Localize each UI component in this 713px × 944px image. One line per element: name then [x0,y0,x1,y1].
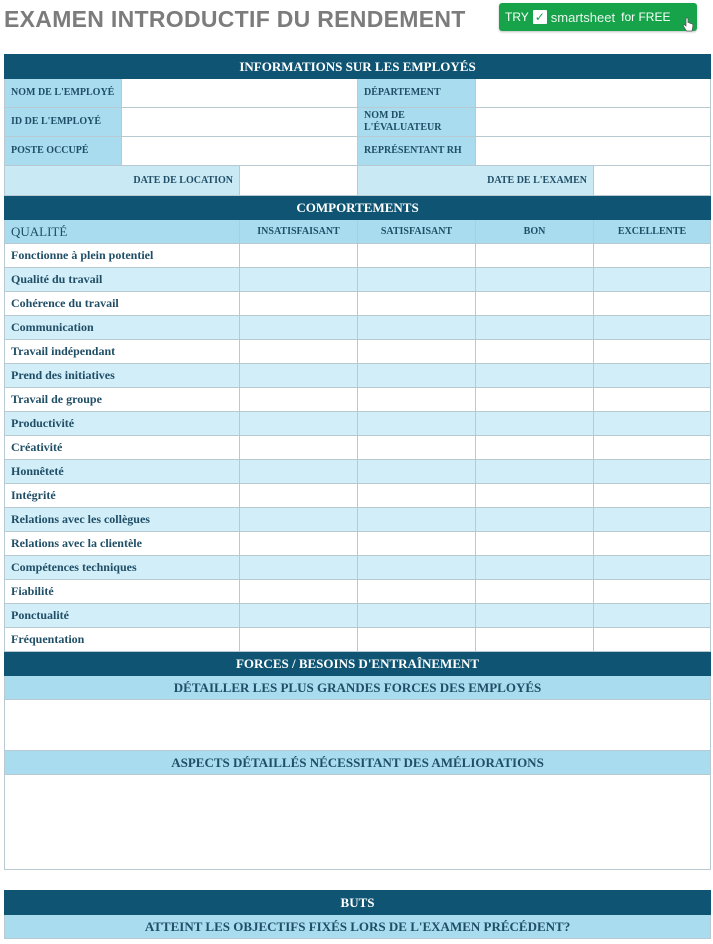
hire-date-field[interactable] [240,166,358,196]
quality-label: Créativité [5,436,240,460]
quality-row [5,268,711,292]
rating-cell-good[interactable] [476,268,594,292]
rating-cell-excellent[interactable] [594,604,711,628]
rating-cell-satisfactory[interactable] [358,460,476,484]
rating-header-satisfactory: SATISFAISANT [358,220,476,244]
rating-cell-excellent[interactable] [594,532,711,556]
quality-row [5,412,711,436]
rating-cell-good[interactable] [476,340,594,364]
rating-header-unsatisfactory: INSATISFAISANT [240,220,358,244]
rating-cell-excellent[interactable] [594,388,711,412]
rating-cell-satisfactory[interactable] [358,340,476,364]
quality-label: Prend des initiatives [5,364,240,388]
rating-cell-unsatisfactory[interactable] [240,556,358,580]
rating-cell-good[interactable] [476,460,594,484]
quality-row [5,556,711,580]
strengths-header: FORCES / BESOINS D'ENTRAÎNEMENT [5,652,711,676]
position-label: POSTE OCCUPÉ [5,137,122,166]
quality-label: Cohérence du travail [5,292,240,316]
checkmark-icon: ✓ [534,10,545,24]
try-label: TRY [505,10,529,24]
rating-cell-satisfactory[interactable] [358,436,476,460]
quality-row [5,628,711,652]
quality-row [5,484,711,508]
improvements-header: ASPECTS DÉTAILLÉS NÉCESSITANT DES AMÉLIORATIONS [5,751,711,775]
quality-rating-rows [5,244,711,652]
rating-header-excellent: EXCELLENTE [594,220,711,244]
greatest-strengths-header: DÉTAILLER LES PLUS GRANDES FORCES DES EMPLOYÉS [5,676,711,700]
rating-cell-good[interactable] [476,532,594,556]
rating-cell-good[interactable] [476,628,594,652]
rating-cell-good[interactable] [476,244,594,268]
department-field[interactable] [476,79,711,108]
rating-cell-satisfactory[interactable] [358,532,476,556]
rating-cell-excellent[interactable] [594,364,711,388]
rating-cell-good[interactable] [476,316,594,340]
rating-cell-unsatisfactory[interactable] [240,364,358,388]
greatest-strengths-field[interactable] [5,700,711,751]
rating-cell-excellent[interactable] [594,508,711,532]
goals-header: BUTS [5,891,711,915]
rating-cell-unsatisfactory[interactable] [240,316,358,340]
rating-cell-good[interactable] [476,364,594,388]
rating-cell-excellent[interactable] [594,244,711,268]
rating-cell-excellent[interactable] [594,460,711,484]
review-date-label: DATE DE L'EXAMEN [358,166,594,196]
rating-cell-satisfactory[interactable] [358,628,476,652]
quality-row [5,244,711,268]
quality-label: Travail de groupe [5,388,240,412]
position-field[interactable] [122,137,358,166]
rating-cell-satisfactory[interactable] [358,388,476,412]
rating-cell-unsatisfactory[interactable] [240,292,358,316]
rating-cell-unsatisfactory[interactable] [240,340,358,364]
quality-row [5,436,711,460]
rating-cell-unsatisfactory[interactable] [240,436,358,460]
quality-label: Honnêteté [5,460,240,484]
rating-cell-satisfactory[interactable] [358,412,476,436]
quality-label: Fréquentation [5,628,240,652]
rating-cell-unsatisfactory[interactable] [240,628,358,652]
rating-cell-unsatisfactory[interactable] [240,412,358,436]
rating-cell-excellent[interactable] [594,316,711,340]
hr-rep-label: REPRÉSENTANT RH [358,137,476,166]
quality-label: Travail indépendant [5,340,240,364]
rating-cell-good[interactable] [476,484,594,508]
rating-cell-good[interactable] [476,412,594,436]
review-date-field[interactable] [594,166,711,196]
quality-row [5,532,711,556]
rating-cell-excellent[interactable] [594,628,711,652]
rating-cell-good[interactable] [476,388,594,412]
rating-cell-good[interactable] [476,508,594,532]
employee-name-label: NOM DE L'EMPLOYÉ [5,79,122,108]
rating-cell-good[interactable] [476,556,594,580]
quality-row [5,508,711,532]
rating-cell-excellent[interactable] [594,268,711,292]
employee-id-label: ID DE L'EMPLOYÉ [5,108,122,137]
rating-cell-excellent[interactable] [594,580,711,604]
rating-cell-good[interactable] [476,604,594,628]
hand-cursor-icon [681,17,695,33]
try-smartsheet-button[interactable] [499,3,697,31]
rating-cell-excellent[interactable] [594,556,711,580]
quality-label: Qualité du travail [5,268,240,292]
rating-cell-unsatisfactory[interactable] [240,580,358,604]
rating-cell-excellent[interactable] [594,436,711,460]
rating-cell-unsatisfactory[interactable] [240,244,358,268]
employee-info-header: INFORMATIONS SUR LES EMPLOYÉS [5,55,711,79]
hire-date-label: DATE DE LOCATION [5,166,240,196]
rating-cell-excellent[interactable] [594,292,711,316]
rating-cell-satisfactory[interactable] [358,364,476,388]
employee-name-field[interactable] [122,79,358,108]
previous-goals-header: ATTEINT LES OBJECTIFS FIXÉS LORS DE L'EXAMEN PRÉCÉDENT? [5,915,711,939]
quality-row [5,316,711,340]
quality-label: Compétences techniques [5,556,240,580]
rating-cell-satisfactory[interactable] [358,244,476,268]
employee-id-field[interactable] [122,108,358,137]
quality-row [5,292,711,316]
rating-cell-unsatisfactory[interactable] [240,388,358,412]
rating-cell-unsatisfactory[interactable] [240,604,358,628]
rating-cell-satisfactory[interactable] [358,292,476,316]
rating-cell-satisfactory[interactable] [358,556,476,580]
rating-cell-excellent[interactable] [594,412,711,436]
quality-label: Relations avec les collègues [5,508,240,532]
rating-cell-satisfactory[interactable] [358,580,476,604]
quality-label: Fonctionne à plein potentiel [5,244,240,268]
rating-cell-satisfactory[interactable] [358,316,476,340]
quality-label: Intégrité [5,484,240,508]
quality-column-header: QUALITÉ [5,220,240,244]
quality-label: Ponctualité [5,604,240,628]
rating-cell-unsatisfactory[interactable] [240,508,358,532]
quality-row [5,580,711,604]
rating-cell-excellent[interactable] [594,484,711,508]
rating-cell-satisfactory[interactable] [358,508,476,532]
quality-label: Fiabilité [5,580,240,604]
rating-cell-satisfactory[interactable] [358,484,476,508]
rating-cell-unsatisfactory[interactable] [240,460,358,484]
quality-row [5,460,711,484]
quality-row [5,388,711,412]
brand-label: smartsheet [550,9,616,25]
department-label: DÉPARTEMENT [358,79,476,108]
rating-cell-unsatisfactory[interactable] [240,532,358,556]
section-spacer [5,870,711,891]
quality-label: Communication [5,316,240,340]
rating-header-good: BON [476,220,594,244]
free-label: for FREE [621,10,671,24]
quality-row [5,364,711,388]
page-title: EXAMEN INTRODUCTIF DU RENDEMENT [4,6,466,32]
improvements-field[interactable] [5,775,711,870]
quality-label: Productivité [5,412,240,436]
quality-row [5,604,711,628]
rating-cell-unsatisfactory[interactable] [240,268,358,292]
rating-cell-satisfactory[interactable] [358,604,476,628]
rating-cell-excellent[interactable] [594,340,711,364]
evaluator-name-field[interactable] [476,108,711,137]
evaluator-name-label: NOM DE L'ÉVALUATEUR [358,108,476,137]
behaviors-header: COMPORTEMENTS [5,196,711,220]
rating-cell-good[interactable] [476,436,594,460]
quality-row [5,340,711,364]
hr-rep-field[interactable] [476,137,711,166]
rating-cell-good[interactable] [476,292,594,316]
rating-cell-good[interactable] [476,580,594,604]
review-form [4,54,710,939]
rating-cell-satisfactory[interactable] [358,268,476,292]
rating-cell-unsatisfactory[interactable] [240,484,358,508]
quality-label: Relations avec la clientèle [5,532,240,556]
